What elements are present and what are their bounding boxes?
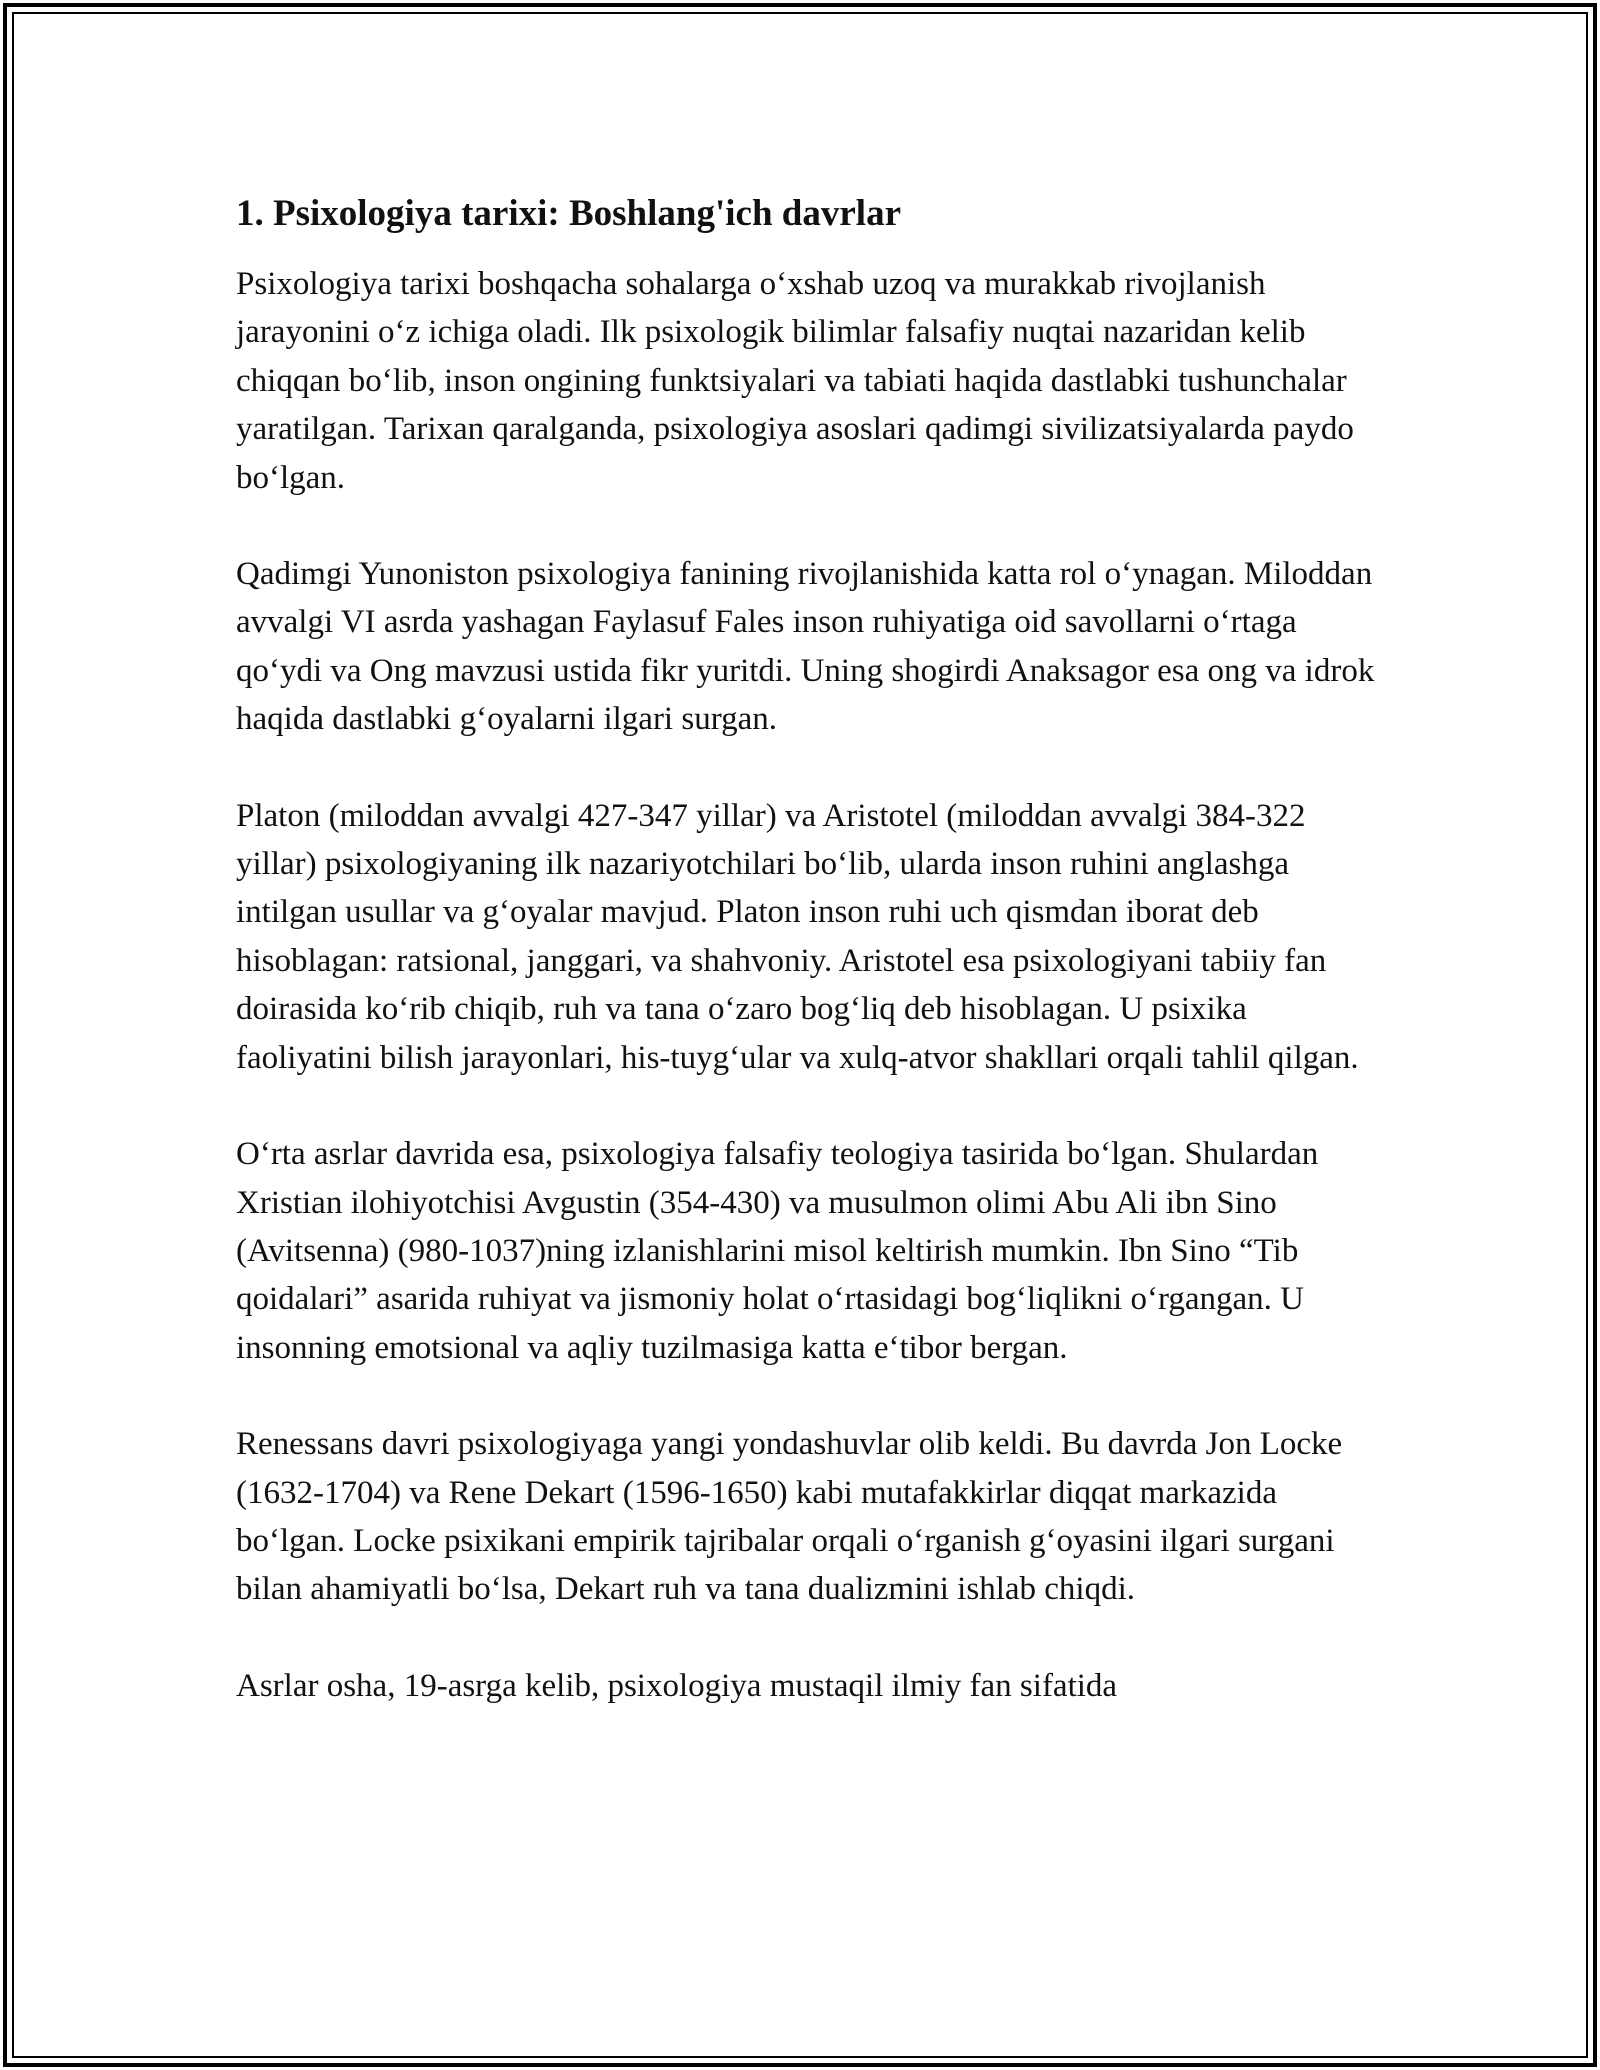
paragraph-renaissance: Renessans davri psixologiyaga yangi yondashuvlar olib keldi. Bu davrda Jon Locke (1632-1704) va Rene Dekart (1596-1650) kabi mutafakkirlar diqqat markazida boʻlgan. Locke psixikani empirik tajribalar orqali oʻrganish gʻoyasini ilgari surgani bilan ahamiyatli boʻlsa, Dekart ruh va tana dualizmini ishlab chiqdi. bbox=[236, 1426, 1343, 1608]
paragraph-middle-ages: Oʻrta asrlar davrida esa, psixologiya falsafiy teologiya tasirida boʻlgan. Shulardan Xristian ilohiyotchisi Avgustin (354-430) va musulmon olimi Abu Ali ibn Sino (Avitsenna) (980-1037)ning izlanishlarini misol keltirish mumkin. Ibn Sino “Tib qoidalari” asarida ruhiyat va jismoniy holat oʻrtasidagi bogʻliqlikni oʻrgangan. U insonning emotsional va aqliy tuzilmasiga katta eʻtibor bergan. bbox=[236, 1136, 1319, 1366]
section-heading: 1. Psixologiya tarixi: Boshlang'ich davrlar bbox=[236, 193, 901, 234]
paragraph-intro: Psixologiya tarixi boshqacha sohalarga oʻxshab uzoq va murakkab rivojlanish jarayonini oʻz ichiga oladi. Ilk psixologik bilimlar falsafiy nuqtai nazaridan kelib chiqqan boʻlib, inson ongining funktsiyalari va tabiati haqida dastlabki tushunchalar yaratilgan. Tarixan qaralganda, psixologiya asoslari qadimgi sivilizatsiyalarda paydo boʻlgan. bbox=[236, 266, 1354, 496]
paragraph-plato-aristotle: Platon (miloddan avvalgi 427-347 yillar) va Aristotel (miloddan avvalgi 384-322 yillar) psixologiyaning ilk nazariyotchilari boʻlib, ularda inson ruhini anglashga intilgan usullar va gʻoyalar mavjud. Platon inson ruhi uch qismdan iborat deb hisoblagan: ratsional, janggari, va shahvoniy. Aristotel esa psixologiyani tabiiy fan doirasida koʻrib chiqib, ruh va tana oʻzaro bogʻliq deb hisoblagan. U psixika faoliyatini bilish jarayonlari, his-tuygʻular va xulq-atvor shakllari orqali tahlil qilgan. bbox=[236, 797, 1359, 1076]
paragraph-ancient-greece: Qadimgi Yunoniston psixologiya fanining rivojlanishida katta rol oʻynagan. Miloddan avvalgi VI asrda yashagan Faylasuf Fales inson ruhiyatiga oid savollarni oʻrtaga qoʻydi va Ong mavzusi ustida fikr yuritdi. Uning shogirdi Anaksagor esa ong va idrok haqida dastlabki gʻoyalarni ilgari surgan. bbox=[236, 556, 1375, 738]
document-body bbox=[236, 190, 1376, 1710]
paragraph-19th-century: Asrlar osha, 19-asrga kelib, psixologiya mustaqil ilmiy fan sifatida bbox=[236, 1667, 1118, 1704]
